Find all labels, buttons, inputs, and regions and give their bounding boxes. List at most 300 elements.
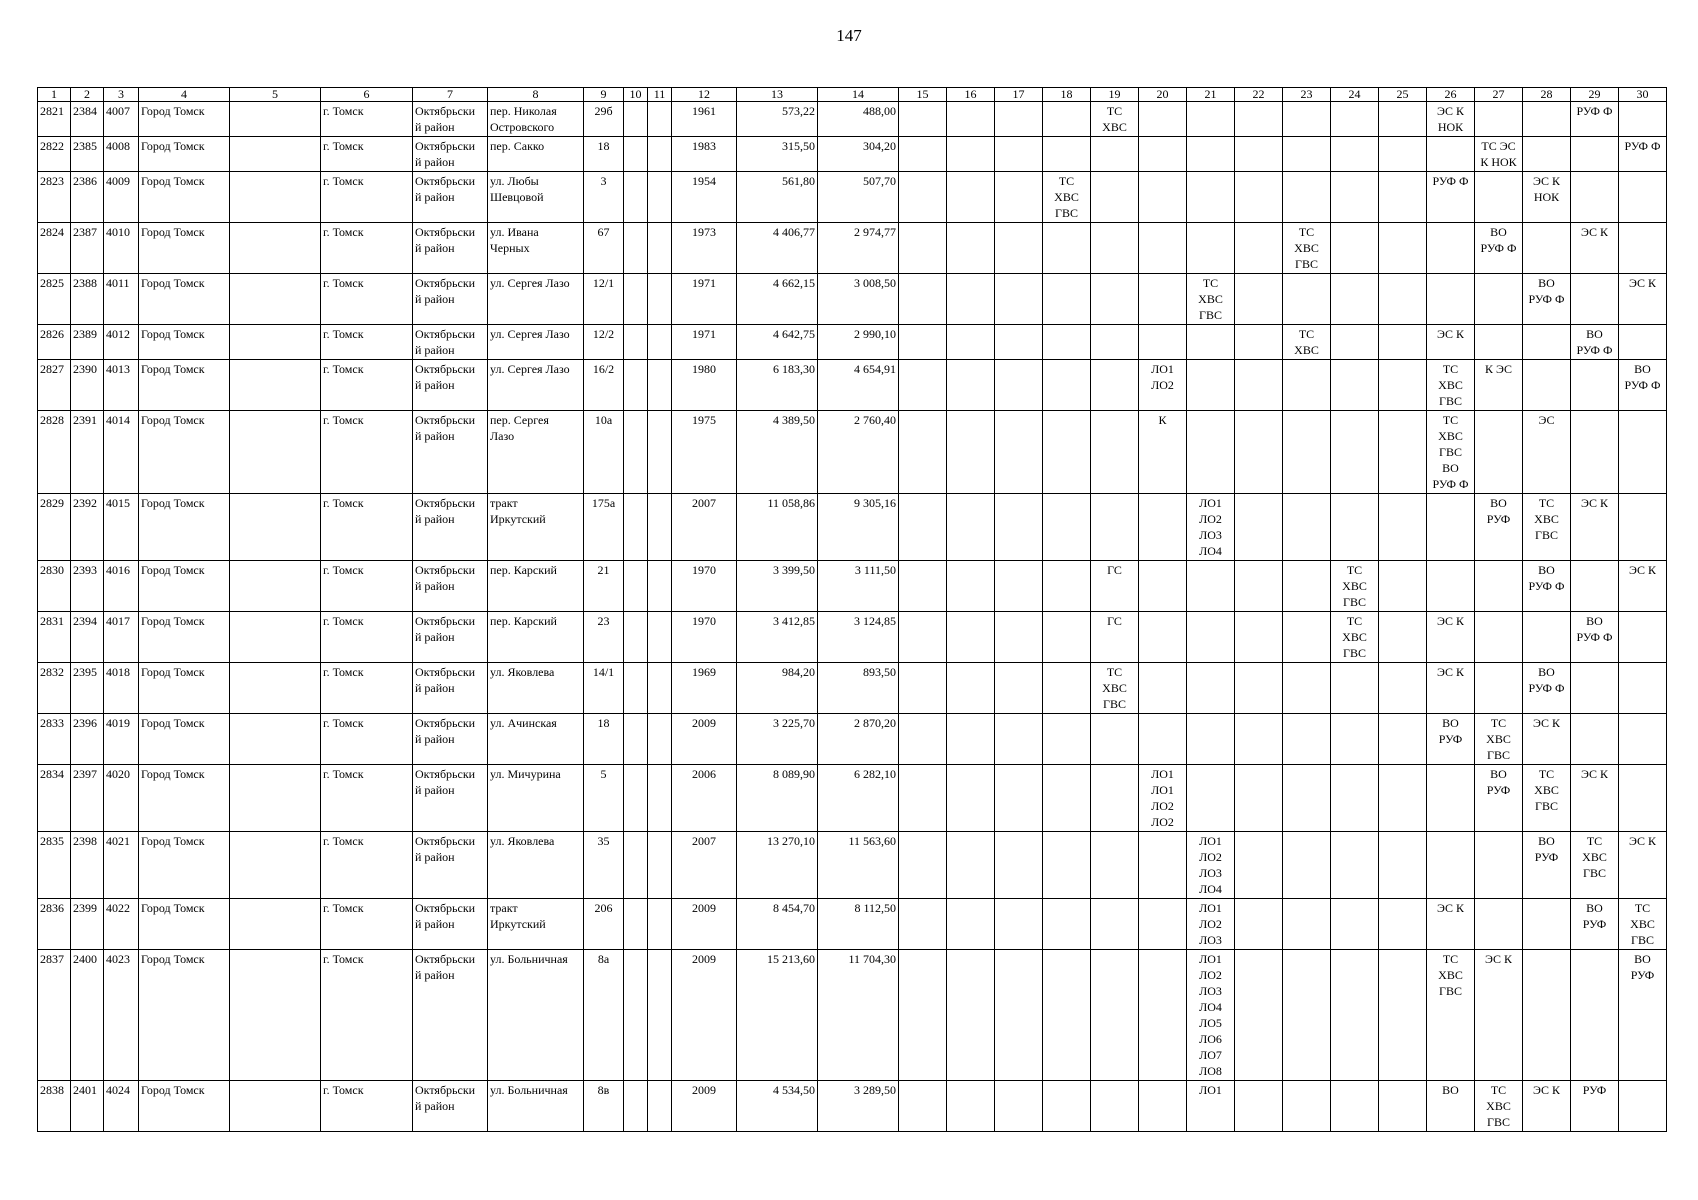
- table-cell: 2009: [672, 714, 737, 765]
- table-cell: ул. Больничная: [488, 950, 584, 1081]
- table-cell: 2007: [672, 494, 737, 561]
- table-cell: ЭС К: [1427, 899, 1475, 950]
- table-cell: [995, 561, 1043, 612]
- table-cell: [1235, 172, 1283, 223]
- table-cell: Октябрьски й район: [413, 137, 488, 172]
- table-cell: 2 974,77: [818, 223, 899, 274]
- table-cell: ул. Сергея Лазо: [488, 360, 584, 411]
- column-header: 20: [1139, 88, 1187, 102]
- table-cell: [947, 325, 995, 360]
- table-cell: [624, 663, 648, 714]
- table-cell: 4021: [104, 832, 139, 899]
- table-cell: Город Томск: [139, 102, 230, 137]
- table-cell: [995, 899, 1043, 950]
- table-cell: ул. Яковлева: [488, 832, 584, 899]
- table-cell: Октябрьски й район: [413, 663, 488, 714]
- table-cell: [230, 360, 321, 411]
- table-cell: [1235, 612, 1283, 663]
- table-cell: [1379, 765, 1427, 832]
- table-cell: ТС ХВС: [1283, 325, 1331, 360]
- table-cell: К: [1139, 411, 1187, 494]
- table-cell: [995, 494, 1043, 561]
- column-header: 24: [1331, 88, 1379, 102]
- table-cell: 2388: [71, 274, 104, 325]
- table-cell: ВО РУФ Ф: [1619, 360, 1667, 411]
- table-cell: [1235, 1081, 1283, 1132]
- table-cell: ТС ХВС ГВС: [1091, 663, 1139, 714]
- table-cell: 35: [584, 832, 624, 899]
- table-cell: ЭС К: [1619, 832, 1667, 899]
- table-cell: ТС ХВС ГВС: [1283, 223, 1331, 274]
- table-cell: ВО РУФ Ф: [1475, 223, 1523, 274]
- table-cell: [1475, 274, 1523, 325]
- table-cell: [648, 223, 672, 274]
- table-cell: ЛО1: [1187, 1081, 1235, 1132]
- table-cell: ТС ХВС ГВС: [1523, 765, 1571, 832]
- table-cell: [624, 1081, 648, 1132]
- table-row: [38, 1081, 1667, 1132]
- table-cell: 16/2: [584, 360, 624, 411]
- table-cell: ЭС К: [1427, 663, 1475, 714]
- table-cell: [1331, 325, 1379, 360]
- table-cell: 1954: [672, 172, 737, 223]
- table-cell: [230, 899, 321, 950]
- table-cell: [624, 172, 648, 223]
- table-cell: [899, 137, 947, 172]
- table-cell: 4010: [104, 223, 139, 274]
- table-cell: [1139, 137, 1187, 172]
- table-cell: [1283, 137, 1331, 172]
- table-cell: 2824: [38, 223, 71, 274]
- table-cell: ул. Больничная: [488, 1081, 584, 1132]
- table-cell: [947, 832, 995, 899]
- table-cell: ВО РУФ: [1475, 494, 1523, 561]
- table-cell: [995, 663, 1043, 714]
- table-cell: [947, 561, 995, 612]
- table-cell: [1331, 223, 1379, 274]
- table-cell: [1571, 411, 1619, 494]
- table-cell: ТС ХВС ГВС: [1427, 360, 1475, 411]
- table-cell: РУФ: [1571, 1081, 1619, 1132]
- table-cell: [1091, 137, 1139, 172]
- table-row: [38, 137, 1667, 172]
- table-cell: [1187, 360, 1235, 411]
- table-cell: 15 213,60: [737, 950, 818, 1081]
- table-cell: [1331, 1081, 1379, 1132]
- table-cell: [648, 765, 672, 832]
- table-cell: ВО РУФ: [1619, 950, 1667, 1081]
- table-cell: ТС ХВС ГВС: [1427, 950, 1475, 1081]
- table-cell: Октябрьски й район: [413, 832, 488, 899]
- table-cell: [1235, 137, 1283, 172]
- table-cell: [624, 102, 648, 137]
- table-cell: 2822: [38, 137, 71, 172]
- table-cell: [1091, 832, 1139, 899]
- table-cell: [1091, 714, 1139, 765]
- table-cell: 1970: [672, 612, 737, 663]
- table-cell: [1475, 832, 1523, 899]
- table-cell: [648, 1081, 672, 1132]
- header-row: [38, 88, 1667, 102]
- table-cell: 2385: [71, 137, 104, 172]
- table-cell: ВО: [1427, 1081, 1475, 1132]
- table-cell: [1427, 494, 1475, 561]
- table-cell: [899, 899, 947, 950]
- table-cell: 4011: [104, 274, 139, 325]
- table-row: [38, 172, 1667, 223]
- table-cell: [995, 950, 1043, 1081]
- table-cell: [624, 561, 648, 612]
- table-cell: Город Томск: [139, 899, 230, 950]
- table-cell: [1043, 411, 1091, 494]
- table-cell: [995, 832, 1043, 899]
- table-cell: 4015: [104, 494, 139, 561]
- table-cell: г. Томск: [321, 411, 413, 494]
- table-cell: Город Томск: [139, 663, 230, 714]
- table-cell: [230, 411, 321, 494]
- table-cell: [1043, 714, 1091, 765]
- table-cell: ТС ХВС ГВС: [1187, 274, 1235, 325]
- table-cell: 2384: [71, 102, 104, 137]
- table-cell: ВО РУФ Ф: [1523, 561, 1571, 612]
- table-cell: [1139, 714, 1187, 765]
- table-cell: [1091, 1081, 1139, 1132]
- table-cell: [1043, 612, 1091, 663]
- table-cell: 2836: [38, 899, 71, 950]
- table-cell: Октябрьски й район: [413, 1081, 488, 1132]
- table-cell: Октябрьски й район: [413, 899, 488, 950]
- table-cell: [230, 832, 321, 899]
- table-cell: 2007: [672, 832, 737, 899]
- table-cell: [947, 494, 995, 561]
- table-cell: [230, 765, 321, 832]
- table-cell: [1379, 172, 1427, 223]
- table-cell: Город Томск: [139, 612, 230, 663]
- table-cell: Октябрьски й район: [413, 172, 488, 223]
- table-cell: [1571, 274, 1619, 325]
- table-cell: 23: [584, 612, 624, 663]
- table-cell: 1969: [672, 663, 737, 714]
- table-cell: ЭС К: [1619, 561, 1667, 612]
- table-cell: 4 642,75: [737, 325, 818, 360]
- table-cell: [624, 714, 648, 765]
- table-cell: [1139, 950, 1187, 1081]
- table-row: [38, 274, 1667, 325]
- table-cell: 2389: [71, 325, 104, 360]
- table-cell: [624, 360, 648, 411]
- table-cell: 2398: [71, 832, 104, 899]
- column-header: 28: [1523, 88, 1571, 102]
- table-cell: пер. Сакко: [488, 137, 584, 172]
- table-cell: 2394: [71, 612, 104, 663]
- table-cell: пер. Карский: [488, 561, 584, 612]
- table-cell: [1379, 1081, 1427, 1132]
- column-header: 4: [139, 88, 230, 102]
- table-cell: [1475, 172, 1523, 223]
- table-cell: 8а: [584, 950, 624, 1081]
- table-cell: 2401: [71, 1081, 104, 1132]
- table-cell: 893,50: [818, 663, 899, 714]
- table-cell: [648, 325, 672, 360]
- table-cell: [1139, 494, 1187, 561]
- table-cell: 11 563,60: [818, 832, 899, 899]
- table-cell: [1475, 899, 1523, 950]
- table-cell: Город Томск: [139, 714, 230, 765]
- column-header: 7: [413, 88, 488, 102]
- table-cell: [1619, 223, 1667, 274]
- table-cell: [1283, 663, 1331, 714]
- table-cell: [995, 274, 1043, 325]
- table-cell: [1235, 832, 1283, 899]
- table-cell: [899, 663, 947, 714]
- table-cell: [648, 172, 672, 223]
- table-cell: [1235, 274, 1283, 325]
- table-cell: 21: [584, 561, 624, 612]
- table-cell: [1139, 899, 1187, 950]
- table-cell: 1971: [672, 274, 737, 325]
- table-cell: [1187, 137, 1235, 172]
- column-header: 13: [737, 88, 818, 102]
- table-cell: Октябрьски й район: [413, 223, 488, 274]
- table-cell: 2009: [672, 899, 737, 950]
- table-cell: [624, 223, 648, 274]
- table-cell: [1283, 561, 1331, 612]
- table-cell: 1961: [672, 102, 737, 137]
- table-cell: [1091, 360, 1139, 411]
- table-cell: [1379, 832, 1427, 899]
- table-cell: ЭС К: [1571, 223, 1619, 274]
- table-cell: ТС ХВС ГВС: [1331, 561, 1379, 612]
- table-cell: ЭС К НОК: [1523, 172, 1571, 223]
- table-cell: 3 412,85: [737, 612, 818, 663]
- table-cell: пер. Сергея Лазо: [488, 411, 584, 494]
- table-cell: [230, 950, 321, 1081]
- table-cell: Город Томск: [139, 223, 230, 274]
- table-cell: [1043, 832, 1091, 899]
- table-cell: 1971: [672, 325, 737, 360]
- column-header: 16: [947, 88, 995, 102]
- table-cell: [1331, 411, 1379, 494]
- table-cell: 4013: [104, 360, 139, 411]
- table-cell: [1427, 561, 1475, 612]
- table-cell: [1379, 663, 1427, 714]
- table-cell: ЭС К: [1619, 274, 1667, 325]
- table-cell: [1187, 714, 1235, 765]
- table-cell: 2825: [38, 274, 71, 325]
- table-cell: Октябрьски й район: [413, 494, 488, 561]
- table-cell: [899, 950, 947, 1081]
- table-cell: [1139, 663, 1187, 714]
- table-cell: [1091, 411, 1139, 494]
- table-cell: [995, 612, 1043, 663]
- table-cell: ВО РУФ Ф: [1571, 325, 1619, 360]
- table-cell: 2834: [38, 765, 71, 832]
- table-cell: Октябрьски й район: [413, 102, 488, 137]
- table-cell: 2823: [38, 172, 71, 223]
- table-cell: 2828: [38, 411, 71, 494]
- table-cell: [1379, 411, 1427, 494]
- table-cell: [947, 274, 995, 325]
- table-row: [38, 950, 1667, 1081]
- table-cell: [1139, 1081, 1187, 1132]
- table-cell: [1091, 172, 1139, 223]
- table-cell: ул. Сергея Лазо: [488, 274, 584, 325]
- table-cell: [624, 899, 648, 950]
- table-cell: ул. Сергея Лазо: [488, 325, 584, 360]
- table-cell: 4012: [104, 325, 139, 360]
- table-cell: ул. Ачинская: [488, 714, 584, 765]
- table-cell: [624, 137, 648, 172]
- table-cell: 2400: [71, 950, 104, 1081]
- table-cell: 2395: [71, 663, 104, 714]
- table-cell: [899, 494, 947, 561]
- table-cell: г. Томск: [321, 561, 413, 612]
- table-cell: 4 406,77: [737, 223, 818, 274]
- column-header: 26: [1427, 88, 1475, 102]
- table-cell: [1139, 102, 1187, 137]
- table-cell: ЭС К: [1475, 950, 1523, 1081]
- table-cell: ул. Мичурина: [488, 765, 584, 832]
- table-cell: [1331, 765, 1379, 832]
- table-cell: 2392: [71, 494, 104, 561]
- table-cell: 1975: [672, 411, 737, 494]
- table-cell: пер. Николая Островского: [488, 102, 584, 137]
- table-cell: 14/1: [584, 663, 624, 714]
- table-cell: Город Томск: [139, 411, 230, 494]
- table-cell: Город Томск: [139, 1081, 230, 1132]
- table-cell: 2830: [38, 561, 71, 612]
- table-cell: 3 124,85: [818, 612, 899, 663]
- table-cell: [1187, 102, 1235, 137]
- column-header: 23: [1283, 88, 1331, 102]
- table-cell: [1283, 950, 1331, 1081]
- table-cell: ТС ХВС ГВС: [1523, 494, 1571, 561]
- table-cell: ГС: [1091, 561, 1139, 612]
- table-cell: ЭС К: [1571, 494, 1619, 561]
- table-cell: ВО РУФ: [1571, 899, 1619, 950]
- table-row: [38, 612, 1667, 663]
- table-cell: 6 282,10: [818, 765, 899, 832]
- table-cell: г. Томск: [321, 137, 413, 172]
- table-cell: [1043, 494, 1091, 561]
- table-cell: [1235, 561, 1283, 612]
- table-cell: ЭС К: [1427, 612, 1475, 663]
- table-cell: [1379, 950, 1427, 1081]
- table-cell: Город Томск: [139, 561, 230, 612]
- table-cell: [624, 411, 648, 494]
- table-cell: [624, 325, 648, 360]
- table-cell: Город Томск: [139, 274, 230, 325]
- table-cell: [624, 494, 648, 561]
- table-cell: 3: [584, 172, 624, 223]
- table-cell: [648, 663, 672, 714]
- table-cell: [1331, 274, 1379, 325]
- table-cell: [1139, 561, 1187, 612]
- table-cell: [899, 411, 947, 494]
- table-cell: Октябрьски й район: [413, 360, 488, 411]
- table-cell: 1970: [672, 561, 737, 612]
- table-cell: [1571, 663, 1619, 714]
- table-cell: [230, 663, 321, 714]
- table-cell: [947, 223, 995, 274]
- table-cell: [899, 612, 947, 663]
- table-cell: [899, 765, 947, 832]
- table-cell: г. Томск: [321, 360, 413, 411]
- table-cell: 2832: [38, 663, 71, 714]
- table-cell: 2396: [71, 714, 104, 765]
- table-cell: [1571, 561, 1619, 612]
- table-cell: [899, 102, 947, 137]
- table-cell: [648, 612, 672, 663]
- table-cell: [648, 137, 672, 172]
- table-cell: [1331, 494, 1379, 561]
- table-cell: 4017: [104, 612, 139, 663]
- table-cell: [1043, 1081, 1091, 1132]
- table-cell: 2390: [71, 360, 104, 411]
- table-cell: [1235, 411, 1283, 494]
- table-cell: [899, 714, 947, 765]
- column-header: 2: [71, 88, 104, 102]
- table-cell: [1475, 411, 1523, 494]
- table-cell: г. Томск: [321, 274, 413, 325]
- table-cell: ЛО1 ЛО2 ЛО3 ЛО4 ЛО5 ЛО6 ЛО7 ЛО8: [1187, 950, 1235, 1081]
- table-cell: 2821: [38, 102, 71, 137]
- table-cell: [1043, 102, 1091, 137]
- table-cell: [1619, 411, 1667, 494]
- table-cell: г. Томск: [321, 899, 413, 950]
- table-cell: [995, 1081, 1043, 1132]
- table-cell: ЭС К: [1523, 1081, 1571, 1132]
- table-cell: [1283, 172, 1331, 223]
- table-cell: [1427, 223, 1475, 274]
- table-cell: 573,22: [737, 102, 818, 137]
- column-header: 10: [624, 88, 648, 102]
- table-cell: [230, 714, 321, 765]
- table-cell: [1475, 325, 1523, 360]
- column-header: 17: [995, 88, 1043, 102]
- table-cell: [1379, 325, 1427, 360]
- table-cell: [1091, 494, 1139, 561]
- page-number: 147: [836, 26, 862, 45]
- table-cell: [648, 832, 672, 899]
- table-cell: [1523, 360, 1571, 411]
- column-header: 21: [1187, 88, 1235, 102]
- table-cell: 4 389,50: [737, 411, 818, 494]
- table-cell: г. Томск: [321, 612, 413, 663]
- table-cell: [648, 274, 672, 325]
- table-cell: [1283, 274, 1331, 325]
- table-cell: [230, 325, 321, 360]
- table-cell: 4009: [104, 172, 139, 223]
- table-cell: ТС ХВС: [1091, 102, 1139, 137]
- table-cell: 315,50: [737, 137, 818, 172]
- table-cell: [1379, 494, 1427, 561]
- table-cell: [1331, 714, 1379, 765]
- column-header: 25: [1379, 88, 1427, 102]
- table-cell: г. Томск: [321, 663, 413, 714]
- table-cell: ЭС К: [1571, 765, 1619, 832]
- table-cell: [995, 172, 1043, 223]
- table-cell: [1043, 223, 1091, 274]
- table-cell: [995, 137, 1043, 172]
- table-cell: [1283, 1081, 1331, 1132]
- table-cell: 4 534,50: [737, 1081, 818, 1132]
- table-cell: [947, 137, 995, 172]
- table-cell: [1331, 137, 1379, 172]
- table-cell: [1091, 899, 1139, 950]
- table-cell: [648, 494, 672, 561]
- table-cell: ЛО1 ЛО2 ЛО3 ЛО4: [1187, 832, 1235, 899]
